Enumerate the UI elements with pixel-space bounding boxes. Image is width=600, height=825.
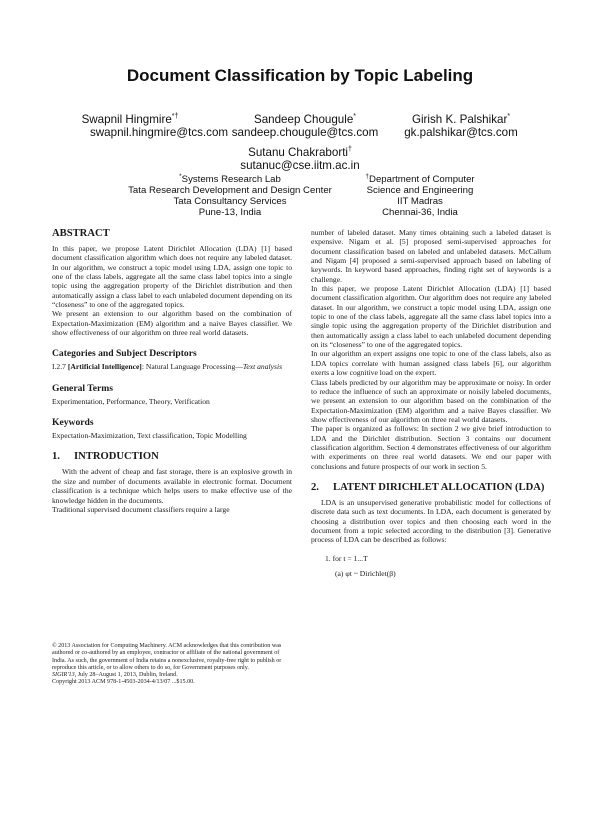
body-paragraph: In this paper, we propose Latent Dirichlet Allocation (LDA) [1] based document classification algorithm. Our algorithm does not require any labeled dataset. In our algorithm, we construct a topic model using LDA, assign one topic to one of the class labels, aggregate all the same class label topics into a single topic using the aggregation property of the Dirichlet distribution and then automatically assign a class label to each unlabeled document depending on its “closeness” to one of the aggregated topics. [311,284,551,350]
categories-heading: Categories and Subject Descriptors [52,348,197,360]
author-name: Swapnil Hingmire [81,112,172,126]
venue-name: SIGIR'13 [52,672,75,679]
venue-details: , July 28–August 1, 2013, Dublin, Ireland. [74,672,178,679]
author-email: swapnil.hingmire@tcs.com [90,125,229,139]
author-marks: * [353,113,356,120]
list-subitem: (a) φt ~ Dirichlet(β) [335,569,396,578]
author-name: Girish K. Palshikar [411,112,508,126]
author-name: Sutanu Chakraborti [248,145,348,159]
author-3 [386,110,536,139]
author-name: Sandeep Chougule [253,112,354,126]
categories-code: I.2.7 [52,362,66,372]
body-paragraph: In our algorithm an expert assigns one topic to one of the class labels, also as LDA topics correlate with human assigned class labels [6], our algorithm exerts a low cognitive load on the expert. [311,349,551,378]
left-column [52,228,292,514]
author-1 [60,110,229,139]
generative-process-list [311,554,551,579]
affiliation-mark: * [179,173,182,180]
right-column [311,228,551,578]
section-number: 1. [52,451,60,463]
affiliation-line: Pune-13, India [198,207,262,219]
affiliation-mark: † [365,173,370,180]
categories-text [52,362,292,371]
general-terms-text: Experimentation, Performance, Theory, Verification [52,396,210,406]
categories-rest: : Natural Language Processing— [141,362,243,372]
introduction-heading [52,451,292,463]
copyright-line: Copyright 2013 ACM 978-1-4503-2034-4/13/07 ...$15.00. [52,679,195,686]
author-marks: † [348,146,352,153]
abstract-paragraph: We present an extension to our algorithm based on the combination of Expectation-Maximization (EM) algorithm and a naive Bayes classifier. We show effectiveness of our algorithm on three real world datasets. [52,309,292,338]
body-paragraph: Class labels predicted by our algorithm may be approximate or noisy. In order to reduce the influence of such an approximate or noisily labeled documents, we present an extension to our algorithm based on the combination of the Expectation-Maximization (EM) algorithm and a naive Bayes classifier. We show effectiveness of our algorithm on three real world datasets. [311,377,551,424]
section-number: 2. [311,481,319,493]
section2-heading [311,482,551,494]
body-paragraph: The paper is organized as follows: In section 2 we give brief introduction to LDA and the Dirichlet distribution. Section 3 contains our document classification algorithm. Section 4 demonstrates effectiveness of our algorithm with experiments on three real world datasets. We end our paper with conclusions and future prospects of our work in section 5. [311,424,551,471]
affiliation-1 [120,171,340,218]
general-terms-heading: General Terms [52,382,114,394]
author-marks: *† [171,113,179,120]
affiliation-2 [350,171,490,218]
affiliation-line: Department of Computer [369,174,475,186]
section-title: LATENT DIRICHLET ALLOCATION (LDA) [333,481,545,493]
affiliation-line: Tata Research Development and Design Center [128,185,332,197]
categories-italic: Text analysis [242,362,283,372]
body-paragraph: number of labeled dataset. Many times obtaining such a labeled dataset is expensive. Nigam et al. [5] proposed semi-supervised approaches for document classification based on labeled and unlabeled datasets. McCallum and Nigam [4] proposed a semi-supervised approach based on labeling of keywords. In keyword based approaches, finding right set of keywords is a challenge. [311,228,551,284]
copyright-footnote [52,643,292,687]
author-email: sutanuc@cse.iitm.ac.in [240,158,360,172]
keywords-heading: Keywords [52,417,94,429]
affiliation-line: Tata Consultancy Services [173,196,287,208]
copyright-text: © 2013 Association for Computing Machinery. ACM acknowledges that this contribution was authored or co-authored by an employee, contractor or affiliate of the national government of India. As such, the government of India retains a nonexclusive, royalty-free right to publish or reproduce this article, or to allow others to do so, for Government purposes only. [52,643,282,671]
keywords-text: Expectation-Maximization, Text classification, Topic Modelling [52,431,247,441]
section-title: INTRODUCTION [74,451,159,463]
affiliation-line: IIT Madras [397,196,443,208]
author-email: sandeep.chougule@tcs.com [231,125,379,139]
paper-title: Document Classification by Topic Labeling [126,66,474,85]
affiliation-line: Chennai-36, India [382,207,458,219]
introduction-paragraph: With the advent of cheap and fast storage, there is an explosive growth in the size and number of documents available in electronic format. Document classification is a technique which helps users to make effective use of the knowledge hidden in the documents. [52,467,292,505]
author-email: gk.palshikar@tcs.com [404,125,518,139]
introduction-paragraph: Traditional supervised document classifiers require a large [52,504,230,514]
section2-paragraph: LDA is an unsupervised generative probabilistic model for collections of discrete data such as text documents. In LDA, each document is generated by choosing a distribution over topics and then choosing each word in the document from a topic selected according to the distribution [3]. Generative process of LDA can be described as follows: [311,497,551,545]
author-2 [230,110,380,139]
list-item: 1. for t = 1...T [325,553,368,563]
affiliation-line: Science and Engineering [366,185,474,197]
author-4 [225,143,375,172]
categories-bold: [Artificial Intelligence] [67,362,142,372]
abstract-paragraph: In this paper, we propose Latent Dirichlet Allocation (LDA) [1] based document classification algorithm which does not require any labeled dataset. In our algorithm, we construct a topic model using LDA, assign one topic to one of the class labels, aggregate all the same class label topics into a single topic using the aggregation property of the Dirichlet distribution and then automatically assign a class label to each unlabeled document depending on its “closeness” to one of the aggregated topics. [52,244,292,310]
author-marks: * [507,113,511,120]
affiliation-line: Systems Research Lab [181,174,281,186]
abstract-heading: ABSTRACT [52,228,110,239]
